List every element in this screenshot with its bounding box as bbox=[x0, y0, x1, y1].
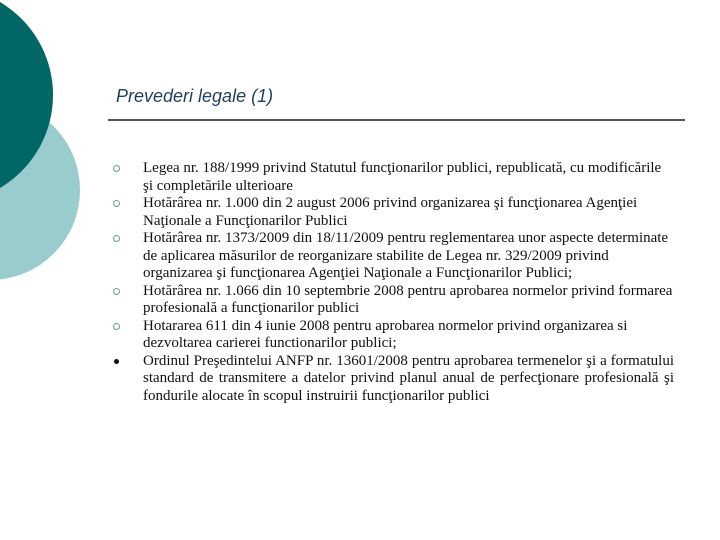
decorative-circles bbox=[0, 0, 100, 300]
list-item bbox=[112, 353, 674, 406]
list-item-text: Hotărârea nr. 1.066 din 10 septembrie 2008 pentru aprobarea normelor privind formarea profesională a funcţionarilor publici bbox=[143, 282, 673, 316]
list-item bbox=[112, 195, 674, 230]
title-divider bbox=[108, 119, 685, 121]
list-item bbox=[112, 160, 674, 195]
list-item bbox=[112, 230, 674, 283]
list-item-text: Ordinul Preşedintelui ANFP nr. 13601/2008 pentru aprobarea termenelor şi a formatului standard de transmitere a datelor privind planul anual de perfecţionare profesională şi fondurile alocate în scopul instruirii funcţionarilor publici bbox=[143, 352, 674, 404]
list-item-text: Hotararea 611 din 4 iunie 2008 pentru aprobarea normelor privind organizarea si dezvoltarea carierei functionarilor publici; bbox=[143, 317, 628, 351]
list-item bbox=[112, 318, 674, 353]
list-item bbox=[112, 283, 674, 318]
list-item-text: Hotărârea nr. 1373/2009 din 18/11/2009 pentru reglementarea unor aspecte determinate de aplicarea măsurilor de reorganizare stabilite de Legea nr. 329/2009 privind organizarea şi funcţionarea Agenţiei Naţionale a Funcţionarilor Publici; bbox=[143, 230, 669, 281]
ring-bullet-icon bbox=[112, 230, 143, 248]
list-item-text: Legea nr. 188/1999 privind Statutul funcţionarilor publici, republicată, cu modificările şi completările ulterioare bbox=[143, 160, 662, 194]
list-item-text: Hotărârea nr. 1.000 din 2 august 2006 privind organizarea şi funcţionarea Agenţiei Naţionale a Funcţionarilor Publici bbox=[143, 195, 638, 229]
ring-bullet-icon bbox=[112, 318, 143, 336]
slide-title: Prevederi legale (1) bbox=[116, 86, 274, 106]
ring-bullet-icon bbox=[112, 195, 143, 213]
legal-provisions-list bbox=[112, 160, 674, 405]
ring-bullet-icon bbox=[112, 283, 143, 301]
dot-bullet-icon bbox=[112, 353, 143, 371]
ring-bullet-icon bbox=[112, 160, 143, 178]
